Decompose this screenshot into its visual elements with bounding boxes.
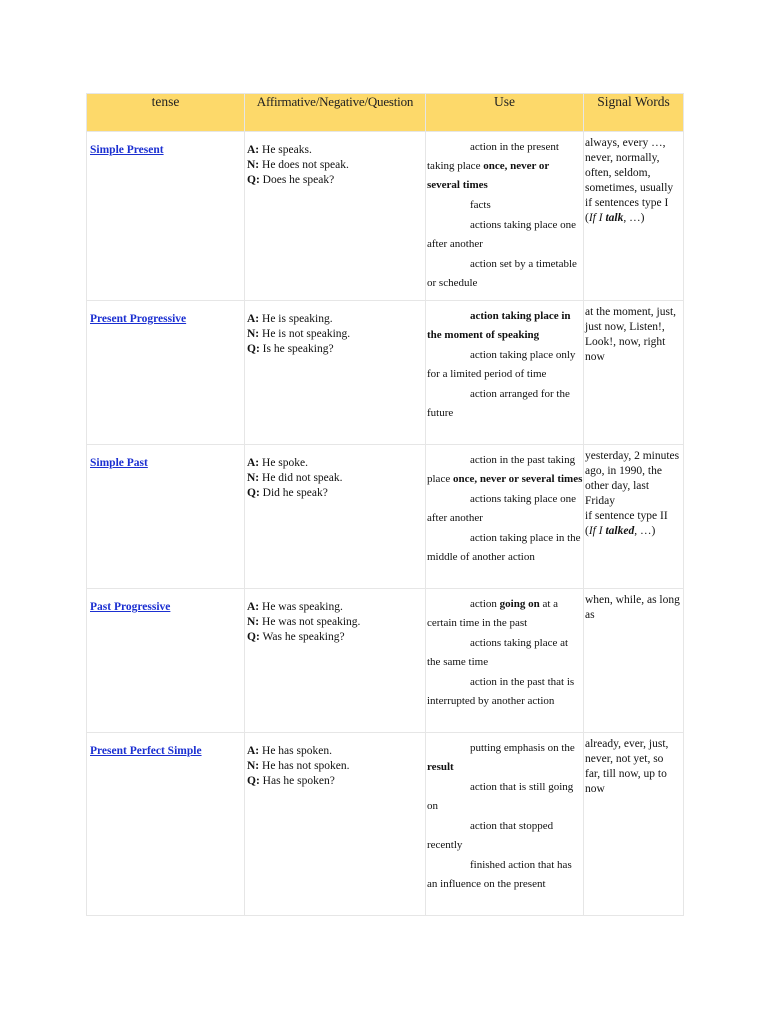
- negative-example: He did not speak.: [262, 472, 343, 484]
- affirmative-example: He spoke.: [262, 457, 309, 469]
- table-row: [87, 445, 684, 589]
- signal-words-conditional: if sentence type II (If I talked, …): [585, 510, 668, 537]
- header-tense: tense: [87, 94, 245, 132]
- use-item: actions taking place one after another: [427, 219, 576, 250]
- forms-cell: [245, 733, 426, 916]
- tense-cell: [87, 589, 245, 733]
- header-signal-words: Signal Words: [584, 94, 684, 132]
- header-row: [87, 94, 684, 132]
- tenses-table: [86, 93, 684, 916]
- signal-words-cell: [584, 445, 684, 589]
- question-label: Q:: [247, 631, 260, 643]
- use-item: action taking place in the middle of another action: [427, 532, 581, 563]
- tense-cell: [87, 132, 245, 301]
- forms-cell: [245, 589, 426, 733]
- forms-cell: [245, 132, 426, 301]
- question-example: Is he speaking?: [262, 343, 334, 355]
- use-item: action set by a timetable or schedule: [427, 258, 577, 289]
- signal-words-conditional: if sentences type I (If I talk, …): [585, 197, 669, 224]
- use-item: finished action that has an influence on the present: [427, 859, 572, 890]
- affirmative-label: A:: [247, 457, 260, 469]
- use-item: action in the present taking place once, never or several times: [427, 141, 559, 191]
- use-item: action going on at a certain time in the past: [427, 598, 559, 629]
- use-item: facts: [470, 199, 491, 211]
- question-example: Has he spoken?: [262, 775, 335, 787]
- tense-link-past-progressive[interactable]: Past Progressive: [90, 601, 171, 613]
- affirmative-label: A:: [247, 313, 260, 325]
- affirmative-example: He speaks.: [262, 144, 312, 156]
- use-item: actions taking place one after another: [427, 493, 576, 524]
- use-cell: [426, 301, 584, 445]
- tense-link-present-progressive[interactable]: Present Progressive: [90, 313, 187, 325]
- signal-words: at the moment, just, just now, Listen!, Look!, now, right now: [585, 306, 677, 363]
- affirmative-label: A:: [247, 144, 260, 156]
- question-label: Q:: [247, 343, 260, 355]
- tense-cell: [87, 445, 245, 589]
- use-item: putting emphasis on the result: [427, 742, 575, 773]
- table-row: [87, 301, 684, 445]
- use-item: action in the past taking place once, never or several times: [427, 454, 583, 485]
- use-cell: [426, 589, 584, 733]
- affirmative-label: A:: [247, 745, 260, 757]
- question-example: Did he speak?: [262, 487, 328, 499]
- tense-link-present-perfect-simple[interactable]: Present Perfect Simple: [90, 745, 202, 757]
- negative-example: He was not speaking.: [262, 616, 361, 628]
- affirmative-label: A:: [247, 601, 260, 613]
- question-label: Q:: [247, 487, 260, 499]
- forms-cell: [245, 445, 426, 589]
- use-cell: [426, 132, 584, 301]
- negative-label: N:: [247, 760, 260, 772]
- use-item: action that stopped recently: [427, 820, 554, 851]
- use-item: action arranged for the future: [427, 388, 570, 419]
- question-example: Does he speak?: [262, 174, 335, 186]
- use-item: action that is still going on: [427, 781, 574, 812]
- negative-label: N:: [247, 616, 260, 628]
- signal-words-cell: [584, 132, 684, 301]
- use-item: action taking place in the moment of speaking: [427, 310, 571, 341]
- question-example: Was he speaking?: [262, 631, 345, 643]
- signal-words: always, every …, never, normally, often, seldom, sometimes, usually: [585, 137, 674, 194]
- tense-cell: [87, 301, 245, 445]
- negative-example: He is not speaking.: [262, 328, 351, 340]
- tense-link-simple-past[interactable]: Simple Past: [90, 457, 148, 469]
- forms-cell: [245, 301, 426, 445]
- signal-words: when, while, as long as: [585, 594, 680, 621]
- signal-words-cell: [584, 301, 684, 445]
- signal-words: already, ever, just, never, not yet, so far, till now, up to now: [585, 738, 669, 795]
- header-forms: Affirmative/Negative/Question: [245, 94, 426, 132]
- negative-example: He has not spoken.: [262, 760, 350, 772]
- signal-words-cell: [584, 733, 684, 916]
- negative-example: He does not speak.: [262, 159, 349, 171]
- negative-label: N:: [247, 472, 260, 484]
- signal-words: yesterday, 2 minutes ago, in 1990, the other day, last Friday: [585, 450, 680, 507]
- affirmative-example: He was speaking.: [262, 601, 343, 613]
- question-label: Q:: [247, 174, 260, 186]
- question-label: Q:: [247, 775, 260, 787]
- use-cell: [426, 445, 584, 589]
- use-item: actions taking place at the same time: [427, 637, 569, 668]
- header-use: Use: [426, 94, 584, 132]
- negative-label: N:: [247, 159, 260, 171]
- use-item: action in the past that is interrupted by another action: [427, 676, 575, 707]
- tense-cell: [87, 733, 245, 916]
- affirmative-example: He is speaking.: [262, 313, 333, 325]
- table-row: [87, 132, 684, 301]
- negative-label: N:: [247, 328, 260, 340]
- table-row: [87, 733, 684, 916]
- signal-words-cell: [584, 589, 684, 733]
- affirmative-example: He has spoken.: [262, 745, 332, 757]
- use-item: action taking place only for a limited period of time: [427, 349, 576, 380]
- use-cell: [426, 733, 584, 916]
- table-row: [87, 589, 684, 733]
- tense-link-simple-present[interactable]: Simple Present: [90, 144, 164, 156]
